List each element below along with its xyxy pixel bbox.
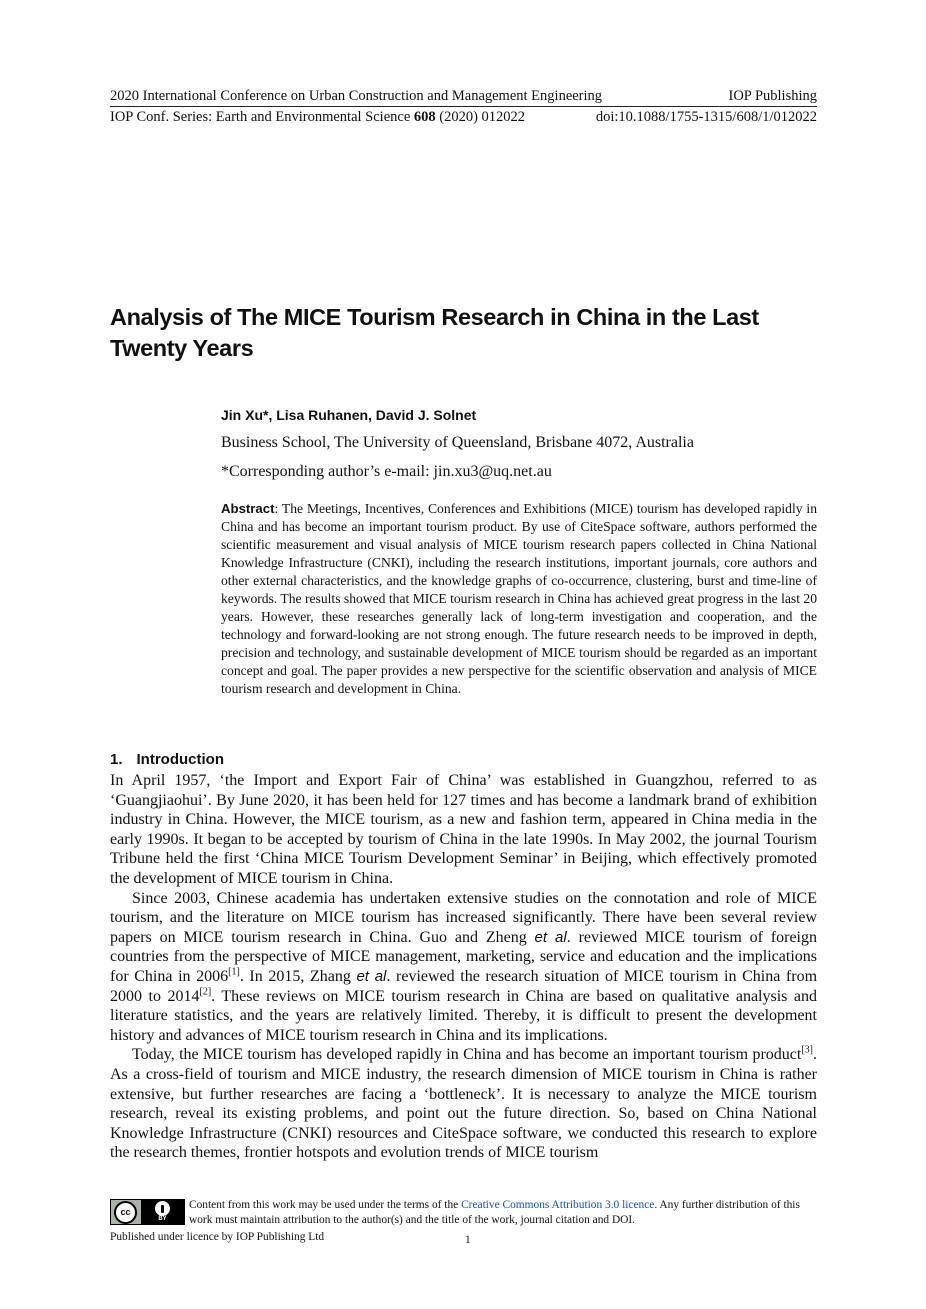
citation-ref[interactable]: [1]: [228, 966, 240, 978]
abstract-text: : The Meetings, Incentives, Conferences and Exhibitions (MICE) tourism has developed rapidly in China and has become an important tourism product. By use of CiteSpace software, authors performed the scientific measurement and visual analysis of MICE tourism research papers collected in China National Knowledge Infrastructure (CNKI), including the research institutions, important journals, core authors and other external characteristics, and the knowledge graphs of co-occurrence, clustering, burst and time-line of keywords. The results showed that MICE tourism research in China has achieved great progress in the last 20 years. However, these researches generally lack of long-term investigation and cooperation, and the technology and forward-looking are not strong enough. The future research needs to be improved in depth, precision and technology, and sustainable development of MICE tourism should be regarded as an important concept and goal. The paper provides a new perspective for the scientific observation and analysis of MICE tourism research and development in China.: [221, 501, 817, 696]
author-list: Jin Xu*, Lisa Ruhanen, David J. Solnet: [221, 407, 477, 423]
by-badge: [141, 1200, 184, 1224]
series-line: [110, 109, 817, 126]
conference-name: 2020 International Conference on Urban Construction and Management Engineering: [110, 88, 603, 104]
body-text: [110, 771, 817, 1163]
p3-text: Today, the MICE tourism has developed rapidly in China and has become an important tourism product: [132, 1046, 802, 1064]
doi[interactable]: doi:10.1088/1755-1315/608/1/012022: [595, 109, 817, 125]
by-label: BY: [158, 1216, 167, 1222]
volume-number: 608: [413, 109, 436, 125]
publisher-name: IOP Publishing: [728, 88, 817, 104]
p2-text: . These reviews on MICE tourism research in China are based on qualitative analysis and literature statistics, and the years are relatively limited. Thereby, it is difficult to present the development history and advances of MICE tourism research in China and its implications.: [110, 987, 818, 1044]
cc-icon: cc: [114, 1201, 137, 1224]
p2-text: Since 2003, Chinese academia has undertaken extensive studies on the connotation and role of MICE tourism, and the literature on MICE tourism has increased significantly. There have been several review papers on MICE tourism research in China. Guo and Zheng: [110, 889, 817, 946]
paragraph-2: [110, 889, 817, 1046]
paragraph-1: In April 1957, ‘the Import and Export Fair of China’ was established in Guangzhou, referred to as ‘Guangjiaohui’. By June 2020, it has been held for 127 times and has become a landmark brand of exhibition industry in China. However, the MICE tourism, as a new and fashion term, appeared in China media in the early 1990s. It began to be accepted by tourism of China in the late 1990s. In May 2002, the journal Tourism Tribune held the first ‘China MICE Tourism Development Seminar’ in Beijing, which effectively promoted the development of MICE tourism in China.: [110, 772, 817, 887]
publisher-footer: Published under licence by IOP Publishing Ltd: [110, 1231, 325, 1243]
p2-text: . reviewed MICE tourism of foreign countries from the perspective of MICE management, marketing, service and education and the implications for China in 2006: [110, 928, 817, 985]
corresponding-email[interactable]: *Corresponding author’s e-mail: jin.xu3@uq.net.au: [221, 463, 552, 480]
license-text: [189, 1198, 817, 1228]
page-number: 1: [465, 1234, 471, 1246]
abstract: [221, 500, 817, 698]
cc-by-logo-icon[interactable]: [110, 1199, 185, 1225]
license-block: [110, 1198, 817, 1228]
p2-text: . In 2015, Zhang: [239, 967, 357, 985]
p3-text: . As a cross-field of tourism and MICE industry, the research dimension of MICE tourism in China is rather extensive, but further researches are facing a ‘bottleneck’. It is necessary to analyze the MICE tourism research, reveal its existing problems, and point out the future direction. So, based on China National Knowledge Infrastructure (CNKI) resources and CiteSpace software, we conducted this research to explore the research themes, frontier hotspots and evolution trends of MICE tourism: [110, 1046, 817, 1162]
person-icon: [155, 1201, 170, 1216]
affiliation: Business School, The University of Queensland, Brisbane 4072, Australia: [221, 434, 694, 451]
license-text-a: Content from this work may be used under the terms of the: [189, 1199, 462, 1211]
section-heading: [110, 751, 224, 768]
paragraph-3: [110, 1045, 817, 1163]
citation-ref[interactable]: [2]: [199, 986, 212, 998]
series-suffix: (2020) 012022: [435, 109, 526, 125]
section-title: Introduction: [136, 751, 224, 768]
et-al: et al: [356, 967, 387, 985]
series-citation: [110, 109, 525, 126]
license-link[interactable]: Creative Commons Attribution 3.0 licence: [461, 1199, 655, 1211]
running-header: [110, 88, 817, 107]
section-number: 1.: [110, 751, 123, 768]
license-text-b: . Any further distribution of this work must maintain attribution to the author(s) and the title of the work, journal citation and DOI.: [189, 1199, 800, 1226]
p2-text: . reviewed the research situation of MICE tourism in China from 2000 to 2014: [110, 967, 818, 1005]
et-al: et al: [534, 928, 567, 946]
abstract-label: Abstract: [221, 501, 275, 516]
paper-title: Analysis of The MICE Tourism Research in China in the Last Twenty Years: [110, 304, 759, 361]
citation-ref[interactable]: [3]: [801, 1044, 813, 1056]
series-prefix: IOP Conf. Series: Earth and Environmental Science: [110, 109, 414, 125]
